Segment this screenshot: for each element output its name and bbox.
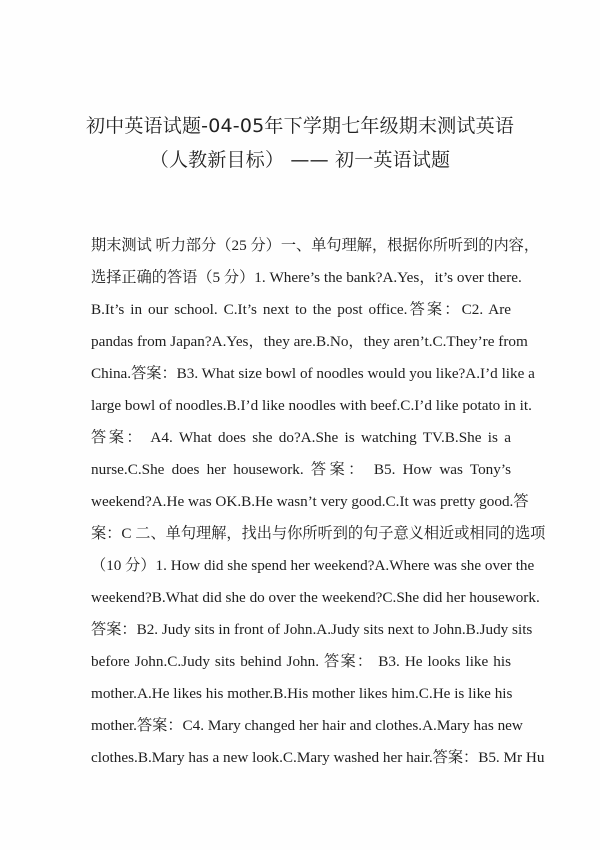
body-line: China.答案：B3. What size bowl of noodles would you like?A.I’d like a bbox=[91, 365, 535, 382]
body-line: mother.A.He likes his mother.B.His mother likes him.C.He is like his bbox=[91, 685, 513, 702]
body-line: pandas from Japan?A.Yes，they are.B.No，they aren’t.C.They’re from bbox=[91, 333, 528, 350]
body-line: weekend?A.He was OK.B.He wasn’t very good.C.It was pretty good.答 bbox=[91, 493, 529, 510]
document-title-line-2: （人教新目标） —— 初一英语试题 bbox=[149, 149, 451, 171]
body-line: B.It’s in our school. C.It’s next to the post office.答案：C2. Are bbox=[91, 301, 511, 318]
body-line: clothes.B.Mary has a new look.C.Mary washed her hair.答案：B5. Mr Hu bbox=[91, 749, 545, 766]
document-title-line-1: 初中英语试题-04-05年下学期七年级期末测试英语 bbox=[85, 115, 515, 137]
body-line: weekend?B.What did she do over the weekend?C.She did her housework. bbox=[91, 589, 540, 606]
body-line: 答案：B2. Judy sits in front of John.A.Judy sits next to John.B.Judy sits bbox=[91, 621, 533, 638]
body-line: large bowl of noodles.B.I’d like noodles with beef.C.I’d like potato in it. bbox=[91, 397, 532, 414]
body-line: 期末测试 听力部分（25 分）一、单句理解，根据你所听到的内容， bbox=[91, 237, 540, 254]
body-line: before John.C.Judy sits behind John. 答案： B3. He looks like his bbox=[91, 653, 511, 670]
body-line: （10 分）1. How did she spend her weekend?A.Where was she over the bbox=[91, 557, 535, 574]
body-line: 选择正确的答语（5 分）1. Where’s the bank?A.Yes，it’s over there. bbox=[91, 269, 522, 286]
body-line: nurse.C.She does her housework. 答案： B5. How was Tony’s bbox=[91, 461, 511, 478]
body-line: 答案： A4. What does she do?A.She is watching TV.B.She is a bbox=[91, 429, 511, 446]
body-line: 案：C 二、单句理解，找出与你所听到的句子意义相近或相同的选项 bbox=[91, 525, 546, 542]
body-line: mother.答案：C4. Mary changed her hair and clothes.A.Mary has new bbox=[91, 717, 523, 734]
document-body bbox=[91, 230, 546, 774]
